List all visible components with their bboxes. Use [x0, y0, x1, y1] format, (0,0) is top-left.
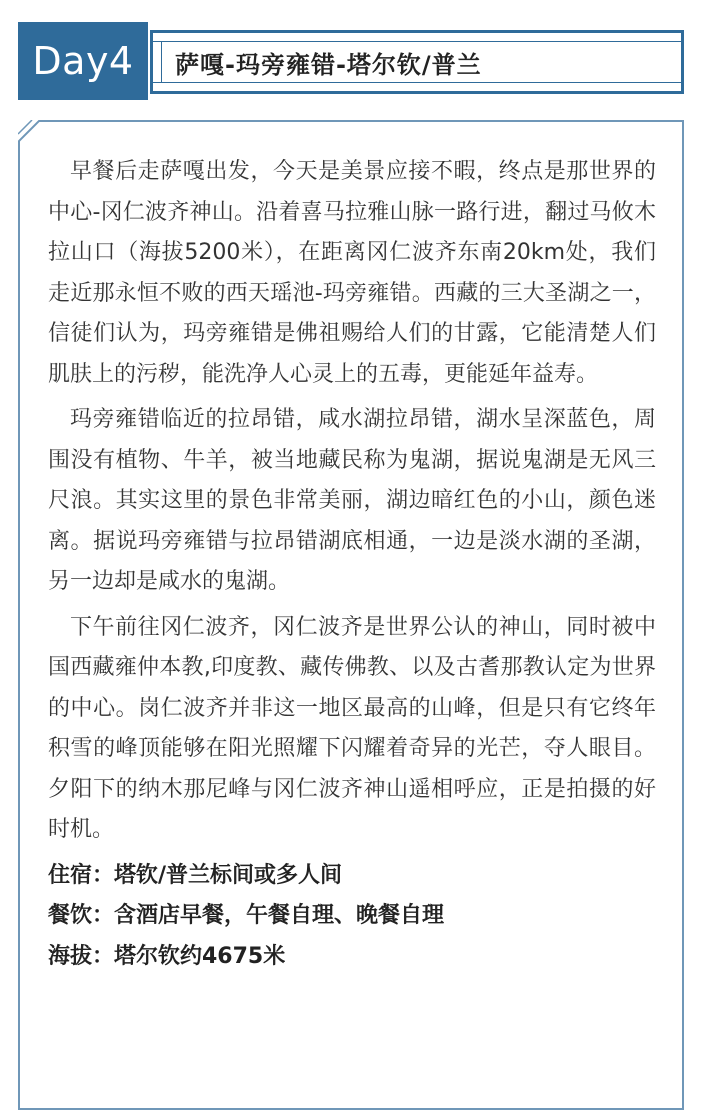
content-frame [18, 120, 684, 1110]
paragraph-3: 下午前往冈仁波齐，冈仁波齐是世界公认的神山，同时被中国西藏雍仲本教,印度教、藏传佛教、以及古耆那教认定为世界的中心。岗仁波齐并非这一地区最高的山峰，但是只有它终年积雪的峰顶能够在阳光照耀下闪耀着奇异的光芒，夺人眼目。夕阳下的纳木那尼峰与冈仁波齐神山遥相呼应，正是拍摄的好时机。 [48, 614, 656, 842]
day-label: Day4 [32, 39, 134, 83]
meals-info: 餐饮：含酒店早餐，午餐自理、晚餐自理 [48, 903, 445, 928]
page-title: 萨嘎-玛旁雍错-塔尔钦/普兰 [175, 50, 482, 79]
title-box [150, 30, 684, 94]
altitude-info: 海拔：塔尔钦约4675米 [48, 943, 286, 969]
corner-decoration-icon [18, 120, 40, 142]
accommodation-info: 住宿：塔钦/普兰标间或多人间 [48, 862, 343, 888]
paragraph-1: 早餐后走萨嘎出发，今天是美景应接不暇，终点是那世界的中心-冈仁波齐神山。沿着喜马拉雅山脉一路行进，翻过马攸木拉山口（海拔5200米），在距离冈仁波齐东南20km处，我们走近那永恒不败的西天瑶池-玛旁雍错。西藏的三大圣湖之一，信徒们认为，玛旁雍错是佛祖赐给人们的甘露，它能清楚人们肌肤上的污秽，能洗净人心灵上的五毒，更能延年益寿。 [48, 159, 656, 387]
paragraph-2: 玛旁雍错临近的拉昂错，咸水湖拉昂错，湖水呈深蓝色，周围没有植物、牛羊，被当地藏民称为鬼湖，据说鬼湖是无风三尺浪。其实这里的景色非常美丽，湖边暗红色的小山，颜色迷离。据说玛旁雍错与拉昂错湖底相通，一边是淡水湖的圣湖，另一边却是咸水的鬼湖。 [48, 407, 656, 594]
title-decor-line-left [161, 41, 162, 83]
itinerary-content [48, 152, 656, 977]
day-badge [18, 22, 148, 100]
